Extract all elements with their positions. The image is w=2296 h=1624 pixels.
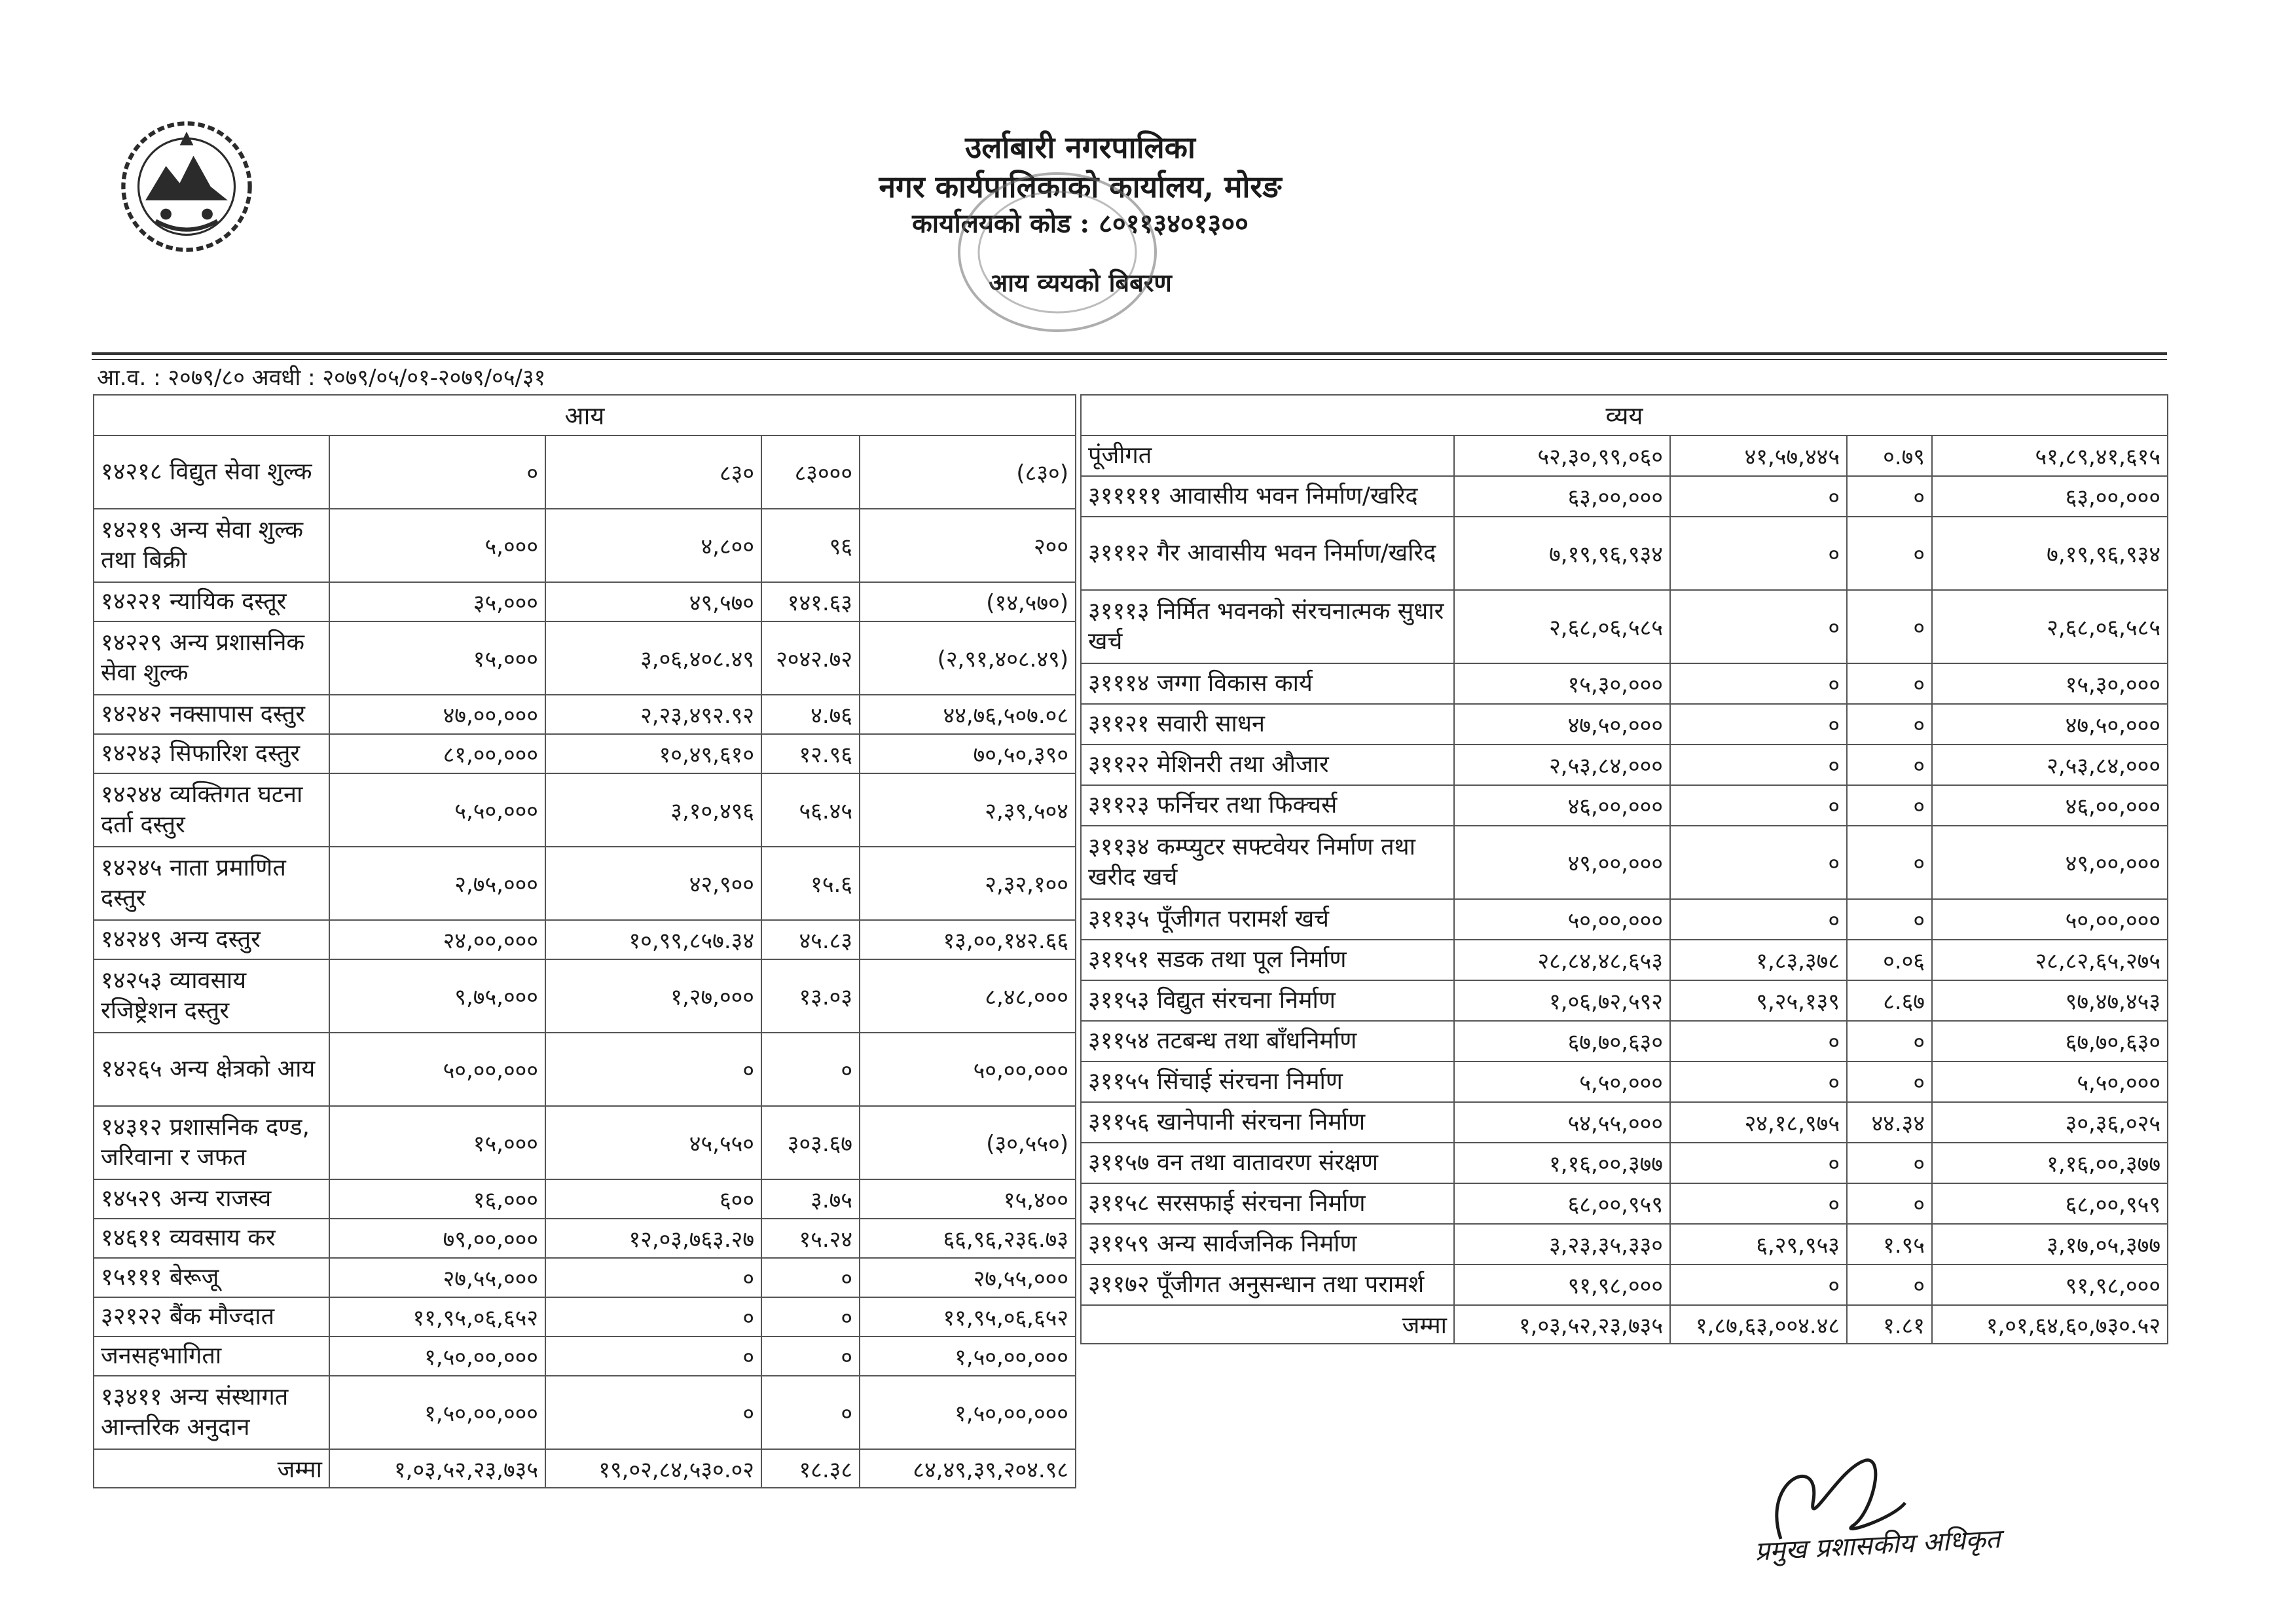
row-value-4: १३,००,१४२.६६ bbox=[860, 920, 1076, 959]
office-code: कार्यालयको कोड : ८०११३४०१३०० bbox=[912, 208, 1248, 239]
row-value-3: ४४.३४ bbox=[1847, 1102, 1932, 1143]
header-rule-thin bbox=[92, 359, 2167, 360]
row-description: ३११५६ खानेपानी संरचना निर्माण bbox=[1081, 1102, 1454, 1143]
row-value-2: ९,२५,१३९ bbox=[1670, 980, 1847, 1021]
row-value-2: १२,०३,७६३.२७ bbox=[545, 1219, 761, 1258]
table-row bbox=[1081, 1143, 2168, 1183]
row-description: १३४११ अन्य संस्थागत आन्तरिक अनुदान bbox=[94, 1376, 329, 1449]
row-value-3: १५.२४ bbox=[761, 1219, 860, 1258]
row-value-1: १,५०,००,००० bbox=[329, 1376, 545, 1449]
row-value-1: ११,९५,०६,६५२ bbox=[329, 1297, 545, 1337]
row-value-3: २०४२.७२ bbox=[761, 621, 860, 695]
row-value-3: ८३००० bbox=[761, 435, 860, 509]
row-value-4: १,५०,००,००० bbox=[860, 1376, 1076, 1449]
table-row bbox=[1081, 745, 2168, 785]
row-description: १४६११ व्यवसाय कर bbox=[94, 1219, 329, 1258]
row-value-4: १५,३०,००० bbox=[1932, 663, 2168, 704]
row-value-4: २,६८,०६,५८५ bbox=[1932, 590, 2168, 663]
row-value-3: ३०३.६७ bbox=[761, 1106, 860, 1179]
row-value-4: ११,९५,०६,६५२ bbox=[860, 1297, 1076, 1337]
row-value-3: ४५.८३ bbox=[761, 920, 860, 959]
row-value-2: ० bbox=[1670, 1264, 1847, 1305]
row-value-1: २,७५,००० bbox=[329, 847, 545, 920]
row-description: ३११७२ पूँजीगत अनुसन्धान तथा परामर्श bbox=[1081, 1264, 1454, 1305]
row-description: १४२४२ नक्सापास दस्तुर bbox=[94, 695, 329, 734]
row-value-2: ४९,५७० bbox=[545, 582, 761, 621]
table-row bbox=[94, 1033, 1076, 1106]
row-description: १४५२९ अन्य राजस्व bbox=[94, 1179, 329, 1219]
table-row bbox=[94, 1179, 1076, 1219]
row-description: १४२४४ व्यक्तिगत घटना दर्ता दस्तुर bbox=[94, 773, 329, 847]
row-value-1: ५४,५५,००० bbox=[1454, 1102, 1670, 1143]
row-value-2: २४,१८,९७५ bbox=[1670, 1102, 1847, 1143]
row-value-1: १,५०,००,००० bbox=[329, 1337, 545, 1376]
row-value-4: ८,४८,००० bbox=[860, 959, 1076, 1033]
row-value-4: ४७,५०,००० bbox=[1932, 704, 2168, 745]
row-value-3: ० bbox=[1847, 1264, 1932, 1305]
row-value-2: ० bbox=[545, 1376, 761, 1449]
row-value-3: ० bbox=[1847, 745, 1932, 785]
row-value-1: ८१,००,००० bbox=[329, 734, 545, 773]
municipality-name: उर्लाबारी नगरपालिका bbox=[965, 130, 1195, 165]
row-value-2: ० bbox=[1670, 590, 1847, 663]
row-value-2: ० bbox=[1670, 476, 1847, 517]
row-value-3: ०.०६ bbox=[1847, 940, 1932, 980]
row-description: ३११२३ फर्निचर तथा फिक्चर्स bbox=[1081, 785, 1454, 826]
row-value-1: ५,००० bbox=[329, 509, 545, 582]
row-value-1: १,१६,००,३७७ bbox=[1454, 1143, 1670, 1183]
row-value-4: २,३२,१०० bbox=[860, 847, 1076, 920]
table-row bbox=[94, 1297, 1076, 1337]
table-row bbox=[1081, 899, 2168, 940]
row-value-2: ० bbox=[1670, 826, 1847, 899]
table-row bbox=[94, 847, 1076, 920]
row-description: ३११५७ वन तथा वातावरण संरक्षण bbox=[1081, 1143, 1454, 1183]
row-value-3: ० bbox=[1847, 590, 1932, 663]
row-value-1: ३५,००० bbox=[329, 582, 545, 621]
row-value-3: ० bbox=[761, 1337, 860, 1376]
row-value-3: १४१.६३ bbox=[761, 582, 860, 621]
row-description: ३१११४ जग्गा विकास कार्य bbox=[1081, 663, 1454, 704]
row-value-2: ३,१०,४९६ bbox=[545, 773, 761, 847]
row-value-1: २७,५५,००० bbox=[329, 1258, 545, 1297]
row-value-2: ० bbox=[545, 1297, 761, 1337]
row-description: १४२४९ अन्य दस्तुर bbox=[94, 920, 329, 959]
expense-table bbox=[1080, 394, 2168, 1344]
table-row bbox=[94, 435, 1076, 509]
total-value-2: १,८७,६३,००४.४८ bbox=[1670, 1305, 1847, 1344]
row-value-3: ४.७६ bbox=[761, 695, 860, 734]
row-value-4: (२,९१,४०८.४९) bbox=[860, 621, 1076, 695]
row-description: १४२४३ सिफारिश दस्तुर bbox=[94, 734, 329, 773]
row-value-4: ७०,५०,३९० bbox=[860, 734, 1076, 773]
row-value-1: ५०,००,००० bbox=[1454, 899, 1670, 940]
row-value-2: १०,४९,६१० bbox=[545, 734, 761, 773]
table-row bbox=[1081, 435, 2168, 476]
row-value-2: ३,०६,४०८.४९ bbox=[545, 621, 761, 695]
total-label: जम्मा bbox=[1081, 1305, 1454, 1344]
row-description: ३११५५ सिंचाई संरचना निर्माण bbox=[1081, 1061, 1454, 1102]
row-value-4: ५०,००,००० bbox=[860, 1033, 1076, 1106]
row-value-2: ८३० bbox=[545, 435, 761, 509]
table-row bbox=[1081, 517, 2168, 590]
table-row bbox=[94, 1219, 1076, 1258]
row-value-4: ९७,४७,४५३ bbox=[1932, 980, 2168, 1021]
row-value-3: ९६ bbox=[761, 509, 860, 582]
income-heading: आय bbox=[94, 395, 1076, 435]
table-row bbox=[94, 959, 1076, 1033]
table-row bbox=[94, 582, 1076, 621]
row-value-2: ० bbox=[1670, 663, 1847, 704]
row-description: ३१११२ गैर आवासीय भवन निर्माण/खरिद bbox=[1081, 517, 1454, 590]
table-row bbox=[1081, 980, 2168, 1021]
office-stamp-icon bbox=[949, 164, 1165, 341]
table-row bbox=[1081, 704, 2168, 745]
row-value-1: २,५३,८४,००० bbox=[1454, 745, 1670, 785]
table-row bbox=[1081, 590, 2168, 663]
table-row bbox=[1081, 663, 2168, 704]
row-value-1: ६८,००,९५९ bbox=[1454, 1183, 1670, 1224]
table-row bbox=[1081, 1021, 2168, 1061]
row-value-2: ४१,५७,४४५ bbox=[1670, 435, 1847, 476]
row-value-1: २४,००,००० bbox=[329, 920, 545, 959]
expense-heading: व्यय bbox=[1081, 395, 2168, 435]
row-value-1: ९,७५,००० bbox=[329, 959, 545, 1033]
row-value-4: २०० bbox=[860, 509, 1076, 582]
row-value-3: ० bbox=[761, 1376, 860, 1449]
row-value-4: ६८,००,९५९ bbox=[1932, 1183, 2168, 1224]
row-description: ३११५४ तटबन्ध तथा बाँधनिर्माण bbox=[1081, 1021, 1454, 1061]
row-value-3: ० bbox=[1847, 785, 1932, 826]
nepal-emblem-icon bbox=[118, 118, 255, 255]
row-value-3: ० bbox=[1847, 663, 1932, 704]
row-value-4: ७,१९,९६,९३४ bbox=[1932, 517, 2168, 590]
row-value-3: ३.७५ bbox=[761, 1179, 860, 1219]
row-value-3: ० bbox=[761, 1258, 860, 1297]
row-value-1: १५,३०,००० bbox=[1454, 663, 1670, 704]
row-value-2: ४,८०० bbox=[545, 509, 761, 582]
row-value-2: ४५,५५० bbox=[545, 1106, 761, 1179]
table-row bbox=[94, 920, 1076, 959]
row-description: ३११२२ मेशिनरी तथा औजार bbox=[1081, 745, 1454, 785]
table-row bbox=[1081, 1264, 2168, 1305]
row-value-4: ३०,३६,०२५ bbox=[1932, 1102, 2168, 1143]
table-row bbox=[94, 621, 1076, 695]
row-value-2: १,८३,३७८ bbox=[1670, 940, 1847, 980]
table-row bbox=[1081, 1224, 2168, 1264]
row-value-1: ५,५०,००० bbox=[1454, 1061, 1670, 1102]
row-value-4: ६७,७०,६३० bbox=[1932, 1021, 2168, 1061]
row-value-1: ४९,००,००० bbox=[1454, 826, 1670, 899]
row-value-1: २८,८४,४८,६५३ bbox=[1454, 940, 1670, 980]
row-value-1: ५२,३०,९९,०६० bbox=[1454, 435, 1670, 476]
row-value-4: ४६,००,००० bbox=[1932, 785, 2168, 826]
row-value-1: ३,२३,३५,३३० bbox=[1454, 1224, 1670, 1264]
row-value-4: ६६,९६,२३६.७३ bbox=[860, 1219, 1076, 1258]
row-description: ३११२१ सवारी साधन bbox=[1081, 704, 1454, 745]
total-value-3: १.८१ bbox=[1847, 1305, 1932, 1344]
table-row bbox=[94, 509, 1076, 582]
row-value-4: २७,५५,००० bbox=[860, 1258, 1076, 1297]
row-value-2: ० bbox=[1670, 785, 1847, 826]
row-description: १४२१९ अन्य सेवा शुल्क तथा बिक्री bbox=[94, 509, 329, 582]
table-row bbox=[1081, 940, 2168, 980]
table-row bbox=[94, 734, 1076, 773]
row-value-1: ० bbox=[329, 435, 545, 509]
row-value-4: ९१,९८,००० bbox=[1932, 1264, 2168, 1305]
row-value-4: ४९,००,००० bbox=[1932, 826, 2168, 899]
row-value-3: १३.०३ bbox=[761, 959, 860, 1033]
row-value-1: ४७,५०,००० bbox=[1454, 704, 1670, 745]
total-label: जम्मा bbox=[94, 1449, 329, 1488]
row-description: जनसहभागिता bbox=[94, 1337, 329, 1376]
row-value-2: ६०० bbox=[545, 1179, 761, 1219]
total-value-4: १,०१,६४,६०,७३०.५२ bbox=[1932, 1305, 2168, 1344]
row-value-1: २,६८,०६,५८५ bbox=[1454, 590, 1670, 663]
row-description: १४२२१ न्यायिक दस्तूर bbox=[94, 582, 329, 621]
row-value-2: ० bbox=[1670, 704, 1847, 745]
row-value-3: ० bbox=[1847, 1143, 1932, 1183]
row-description: ३१११११ आवासीय भवन निर्माण/खरिद bbox=[1081, 476, 1454, 517]
row-description: १४२६५ अन्य क्षेत्रको आय bbox=[94, 1033, 329, 1106]
row-value-4: (१४,५७०) bbox=[860, 582, 1076, 621]
row-value-4: ५,५०,००० bbox=[1932, 1061, 2168, 1102]
row-value-4: ५१,८९,४१,६१५ bbox=[1932, 435, 2168, 476]
row-value-3: ० bbox=[1847, 899, 1932, 940]
table-row bbox=[1081, 1061, 2168, 1102]
row-description: ३२१२२ बैंक मौज्दात bbox=[94, 1297, 329, 1337]
total-row bbox=[1081, 1305, 2168, 1344]
row-description: १४३१२ प्रशासनिक दण्ड, जरिवाना र जफत bbox=[94, 1106, 329, 1179]
row-value-2: ० bbox=[1670, 1183, 1847, 1224]
row-value-4: १,१६,००,३७७ bbox=[1932, 1143, 2168, 1183]
row-value-2: ० bbox=[1670, 1021, 1847, 1061]
table-row bbox=[1081, 476, 2168, 517]
table-row bbox=[94, 1376, 1076, 1449]
row-value-2: ४२,९०० bbox=[545, 847, 761, 920]
row-value-4: (३०,५५०) bbox=[860, 1106, 1076, 1179]
row-value-1: ५०,००,००० bbox=[329, 1033, 545, 1106]
income-table bbox=[93, 394, 1076, 1488]
row-value-4: १,५०,००,००० bbox=[860, 1337, 1076, 1376]
table-row bbox=[94, 773, 1076, 847]
row-value-2: ० bbox=[1670, 745, 1847, 785]
row-value-4: ४४,७६,५०७.०८ bbox=[860, 695, 1076, 734]
row-value-4: ३,१७,०५,३७७ bbox=[1932, 1224, 2168, 1264]
row-value-3: ० bbox=[1847, 1183, 1932, 1224]
row-value-2: ० bbox=[1670, 899, 1847, 940]
row-value-4: १५,४०० bbox=[860, 1179, 1076, 1219]
total-value-2: १९,०२,८४,५३०.०२ bbox=[545, 1449, 761, 1488]
row-value-3: १५.६ bbox=[761, 847, 860, 920]
row-value-1: ४७,००,००० bbox=[329, 695, 545, 734]
row-value-3: ० bbox=[1847, 704, 1932, 745]
row-value-2: ० bbox=[1670, 1061, 1847, 1102]
row-value-2: ० bbox=[545, 1337, 761, 1376]
row-description: ३११५९ अन्य सार्वजनिक निर्माण bbox=[1081, 1224, 1454, 1264]
row-value-4: २,३९,५०४ bbox=[860, 773, 1076, 847]
row-value-4: २८,८२,६५,२७५ bbox=[1932, 940, 2168, 980]
row-value-3: ०.७९ bbox=[1847, 435, 1932, 476]
row-value-4: २,५३,८४,००० bbox=[1932, 745, 2168, 785]
row-value-2: १०,९९,८५७.३४ bbox=[545, 920, 761, 959]
row-value-2: ० bbox=[545, 1033, 761, 1106]
row-value-3: ० bbox=[1847, 1061, 1932, 1102]
row-value-2: ० bbox=[1670, 1143, 1847, 1183]
table-row bbox=[94, 695, 1076, 734]
header-rule bbox=[92, 352, 2167, 355]
total-value-4: ८४,४९,३९,२०४.९८ bbox=[860, 1449, 1076, 1488]
row-description: १४२५३ व्यावसाय रजिष्ट्रेशन दस्तुर bbox=[94, 959, 329, 1033]
row-value-1: १६,००० bbox=[329, 1179, 545, 1219]
row-value-2: २,२३,४९२.९२ bbox=[545, 695, 761, 734]
total-value-1: १,०३,५२,२३,७३५ bbox=[329, 1449, 545, 1488]
signatory-designation: प्रमुख प्रशासकीय अधिकृत bbox=[1754, 1524, 2001, 1567]
row-description: ३११५८ सरसफाई संरचना निर्माण bbox=[1081, 1183, 1454, 1224]
row-value-1: १५,००० bbox=[329, 621, 545, 695]
row-value-3: ५६.४५ bbox=[761, 773, 860, 847]
row-description: पूंजीगत bbox=[1081, 435, 1454, 476]
row-description: १४२४५ नाता प्रमाणित दस्तुर bbox=[94, 847, 329, 920]
table-row bbox=[94, 1258, 1076, 1297]
row-value-4: ६३,००,००० bbox=[1932, 476, 2168, 517]
row-value-3: १२.९६ bbox=[761, 734, 860, 773]
table-row bbox=[1081, 1102, 2168, 1143]
row-description: ३११५१ सडक तथा पूल निर्माण bbox=[1081, 940, 1454, 980]
row-value-3: ० bbox=[761, 1297, 860, 1337]
office-name: नगर कार्यपालिकाको कार्यालय, मोरङ bbox=[879, 169, 1282, 204]
row-value-3: ० bbox=[1847, 476, 1932, 517]
fiscal-period: आ.व. : २०७९/८० अवधी : २०७९/०५/०१-२०७९/०५/३१ bbox=[97, 365, 546, 391]
row-value-3: ८.६७ bbox=[1847, 980, 1932, 1021]
table-row bbox=[1081, 1183, 2168, 1224]
row-value-2: ० bbox=[1670, 517, 1847, 590]
row-value-1: ७,१९,९६,९३४ bbox=[1454, 517, 1670, 590]
table-row bbox=[94, 1337, 1076, 1376]
row-value-3: ० bbox=[1847, 1021, 1932, 1061]
row-value-1: ५,५०,००० bbox=[329, 773, 545, 847]
row-value-1: ७९,००,००० bbox=[329, 1219, 545, 1258]
row-description: ३११३५ पूँजीगत परामर्श खर्च bbox=[1081, 899, 1454, 940]
row-value-1: ९१,९८,००० bbox=[1454, 1264, 1670, 1305]
row-value-1: ६७,७०,६३० bbox=[1454, 1021, 1670, 1061]
total-value-1: १,०३,५२,२३,७३५ bbox=[1454, 1305, 1670, 1344]
row-description: १५१११ बेरूजू bbox=[94, 1258, 329, 1297]
row-value-2: १,२७,००० bbox=[545, 959, 761, 1033]
row-description: १४२१८ विद्युत सेवा शुल्क bbox=[94, 435, 329, 509]
row-value-4: ५०,००,००० bbox=[1932, 899, 2168, 940]
row-description: १४२२९ अन्य प्रशासनिक सेवा शुल्क bbox=[94, 621, 329, 695]
total-value-3: १८.३८ bbox=[761, 1449, 860, 1488]
row-value-1: १५,००० bbox=[329, 1106, 545, 1179]
table-row bbox=[94, 1106, 1076, 1179]
row-value-2: ० bbox=[545, 1258, 761, 1297]
row-value-2: ६,२९,९५३ bbox=[1670, 1224, 1847, 1264]
row-value-3: ० bbox=[761, 1033, 860, 1106]
row-description: ३११५३ विद्युत संरचना निर्माण bbox=[1081, 980, 1454, 1021]
row-value-3: १.९५ bbox=[1847, 1224, 1932, 1264]
total-row bbox=[94, 1449, 1076, 1488]
row-value-1: ६३,००,००० bbox=[1454, 476, 1670, 517]
row-value-1: १,०६,७२,५९२ bbox=[1454, 980, 1670, 1021]
statement-title: आय व्ययको बिबरण bbox=[989, 268, 1172, 297]
table-row bbox=[1081, 826, 2168, 899]
row-value-1: ४६,००,००० bbox=[1454, 785, 1670, 826]
table-row bbox=[1081, 785, 2168, 826]
row-description: ३१११३ निर्मित भवनको संरचनात्मक सुधार खर्च bbox=[1081, 590, 1454, 663]
row-value-3: ० bbox=[1847, 826, 1932, 899]
row-description: ३११३४ कम्प्युटर सफ्टवेयर निर्माण तथा खरीद खर्च bbox=[1081, 826, 1454, 899]
row-value-4: (८३०) bbox=[860, 435, 1076, 509]
row-value-3: ० bbox=[1847, 517, 1932, 590]
